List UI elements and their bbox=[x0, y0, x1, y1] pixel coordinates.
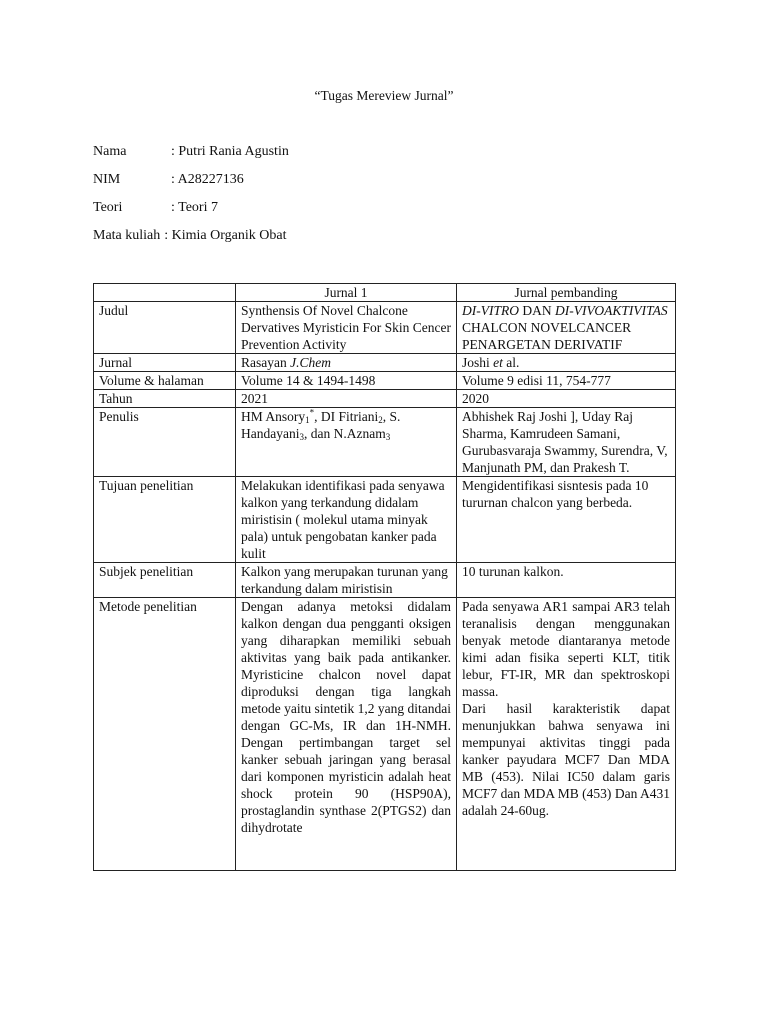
info-row-teori bbox=[93, 200, 218, 216]
judul-j1: Synthensis Of Novel Chalcone Dervatives Myristicin For Skin Cencer Prevention Activity bbox=[236, 302, 457, 354]
penulis-j1-b: , DI Fitriani bbox=[314, 409, 379, 424]
header-jurnal-1: Jurnal 1 bbox=[236, 284, 457, 302]
table-row-tujuan bbox=[94, 477, 676, 563]
header-blank bbox=[94, 284, 236, 302]
teori-value: : Teori 7 bbox=[171, 200, 218, 215]
judul-label: Judul bbox=[94, 302, 236, 354]
jurnal-label: Jurnal bbox=[94, 354, 236, 372]
metode-j2-p1: Pada senyawa AR1 sampai AR3 telah teranalisis dengan menggunakan benyak metode diantaranya metode kimi adan fisika seperti KLT, titik lebur, FT-IR, MR dan spektroskopi massa. bbox=[462, 599, 670, 699]
tahun-label: Tahun bbox=[94, 390, 236, 408]
course-label: Mata kuliah bbox=[93, 228, 161, 243]
judul-j2 bbox=[457, 302, 676, 354]
header-jurnal-pembanding: Jurnal pembanding bbox=[457, 284, 676, 302]
tujuan-j1: Melakukan identifikasi pada senyawa kalkon yang terkandung didalam miristisin ( molekul utama minyak pala) untuk pengobatan kanker pada kulit bbox=[236, 477, 457, 563]
penulis-j1-a: HM Ansory bbox=[241, 409, 306, 424]
penulis-j1-d-sub: 3 bbox=[385, 432, 391, 442]
teori-label: Teori bbox=[93, 200, 123, 215]
jurnal-j2-b: et bbox=[493, 355, 503, 370]
course-value: : Kimia Organik Obat bbox=[164, 228, 287, 243]
table-row-subjek bbox=[94, 563, 676, 598]
volume-label: Volume & halaman bbox=[94, 372, 236, 390]
penulis-j1-c: , S. Handayani bbox=[241, 409, 401, 441]
penulis-j1 bbox=[236, 408, 457, 477]
jurnal-j1-a: Rasayan bbox=[241, 355, 291, 370]
subjek-j2: 10 turunan kalkon. bbox=[457, 563, 676, 598]
info-row-nim bbox=[93, 172, 244, 188]
tahun-j1: 2021 bbox=[236, 390, 457, 408]
table-header-row bbox=[94, 284, 676, 302]
penulis-j1-c-sub: 3 bbox=[299, 432, 304, 442]
nim-value: : A28227136 bbox=[171, 172, 244, 187]
review-table bbox=[93, 283, 676, 871]
nim-label: NIM bbox=[93, 172, 121, 187]
penulis-j1-a-sup: * bbox=[309, 407, 315, 418]
judul-j2-part3: DI-VIVOAKTIVITAS bbox=[555, 303, 668, 318]
jurnal-j2-a: Joshi bbox=[462, 355, 494, 370]
jurnal-j2 bbox=[457, 354, 676, 372]
penulis-j2: Abhishek Raj Joshi ], Uday Raj Sharma, Kamrudeen Samani, Gurubasvaraja Swammy, Surendra, V, Manjunath PM, dan Prakesh T. bbox=[457, 408, 676, 477]
name-label: Nama bbox=[93, 144, 127, 159]
tujuan-label: Tujuan penelitian bbox=[94, 477, 236, 563]
table-row-volume bbox=[94, 372, 676, 390]
judul-j2-part2: DAN bbox=[519, 303, 555, 318]
subjek-j1: Kalkon yang merupakan turunan yang terkandung dalam miristisin bbox=[236, 563, 457, 598]
table-row-judul bbox=[94, 302, 676, 354]
jurnal-j2-c: al. bbox=[502, 355, 520, 370]
info-row-name bbox=[93, 144, 289, 160]
penulis-j1-d: , dan N.Aznam bbox=[303, 426, 386, 441]
volume-j1: Volume 14 & 1494-1498 bbox=[236, 372, 457, 390]
metode-j1: Dengan adanya metoksi didalam kalkon dengan dua pengganti oksigen yang diharapkan memiliki sebuah aktivitas yang baik pada antikanker. Myristicine chalcon novel dapat diproduksi dengan tiga langkah metode yaitu sintetik 1,2 yang ditandai dengan GC-Ms, IR dan 1H-NMH. Dengan pertimbangan target sel kanker sebuah jaringan yang berasal dari komponen myristicin adalah heat shock protein 90 (HSP90A), prostaglandin synthase 2(PTGS2) dan dihydrotate bbox=[241, 599, 451, 835]
table-row-tahun bbox=[94, 390, 676, 408]
penulis-j1-a-sub: 1 bbox=[305, 415, 310, 425]
page-title: “Tugas Mereview Jurnal” bbox=[314, 88, 454, 103]
metode-j2-p2: Dari hasil karakteristik dapat menunjukkan bahwa senyawa ini mempunyai aktivitas tinggi pada kanker payudara MCF7 Dan MDA MB (453). Nilai IC50 dalam garis MCF7 dan MDA MB (453) Dan A431 adalah 24-60ug. bbox=[462, 701, 670, 818]
penulis-j1-b-sub: 2 bbox=[378, 415, 383, 425]
metode-j1-cell bbox=[236, 598, 457, 871]
table-row-jurnal bbox=[94, 354, 676, 372]
subjek-label: Subjek penelitian bbox=[94, 563, 236, 598]
metode-j2-cell bbox=[457, 598, 676, 871]
metode-j2 bbox=[462, 598, 670, 870]
name-value: : Putri Rania Agustin bbox=[171, 144, 289, 159]
judul-j2-part1: DI-VITRO bbox=[462, 303, 519, 318]
tujuan-j2: Mengidentifikasi sisntesis pada 10 tururnan chalcon yang berbeda. bbox=[457, 477, 676, 563]
jurnal-j1-b: J.Chem bbox=[290, 355, 331, 370]
info-row-course bbox=[93, 228, 287, 244]
tahun-j2: 2020 bbox=[457, 390, 676, 408]
table-row-metode bbox=[94, 598, 676, 871]
volume-j2: Volume 9 edisi 11, 754-777 bbox=[457, 372, 676, 390]
penulis-label: Penulis bbox=[94, 408, 236, 477]
table-row-penulis bbox=[94, 408, 676, 477]
judul-j2-part4: CHALCON NOVELCANCER PENARGETAN DERIVATIF bbox=[462, 320, 632, 352]
metode-label: Metode penelitian bbox=[94, 598, 236, 871]
jurnal-j1 bbox=[236, 354, 457, 372]
